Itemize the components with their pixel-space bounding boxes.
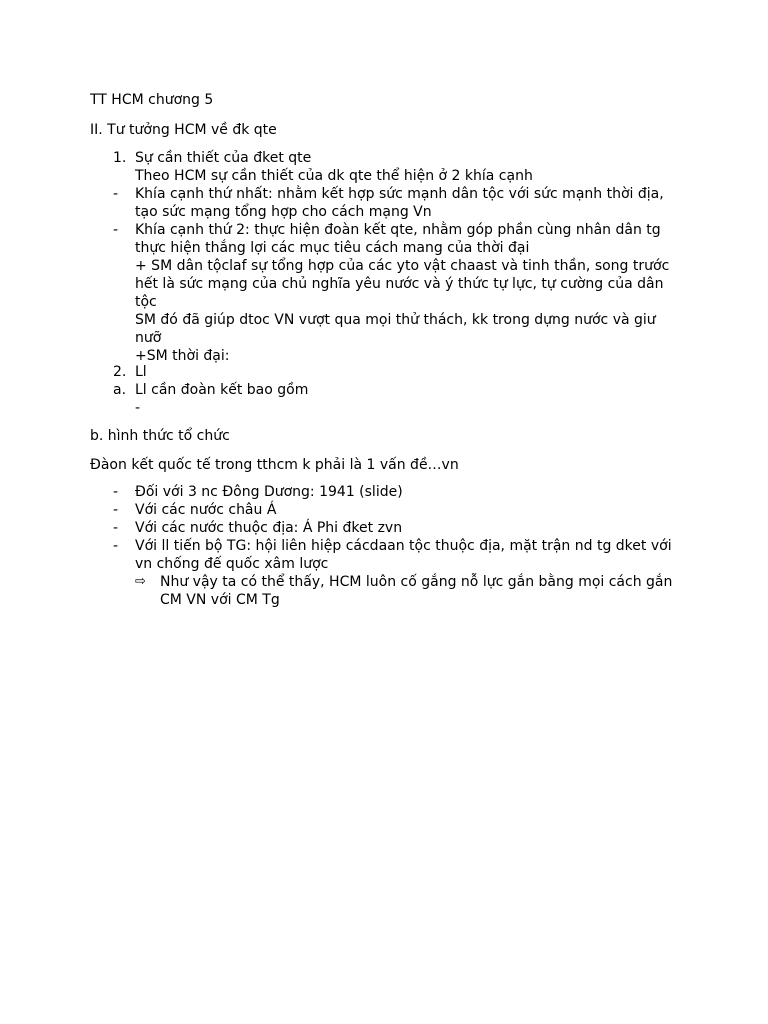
- text-line: Sự cần thiết của đket qte: [135, 150, 312, 166]
- text-line: tộc: [135, 294, 157, 310]
- list-number: 1.: [113, 150, 127, 166]
- text-line: Ll: [135, 364, 147, 380]
- text-line: Theo HCM sự cần thiết của dk qte thể hiện ở 2 khía cạnh: [135, 168, 533, 184]
- text-line: Như vậy ta có thể thấy, HCM luôn cố gắng nỗ lực gắn bằng mọi cách gắn: [160, 574, 673, 590]
- bullet-item: [90, 501, 710, 519]
- text-line: Với các nước châu Á: [135, 502, 277, 518]
- bullet-item: [90, 185, 710, 221]
- bullet-item: [90, 221, 710, 365]
- text-line: +SM thời đại:: [135, 348, 230, 364]
- bullet-item: [90, 537, 710, 573]
- text-line: Khía cạnh thứ nhất: nhằm kết hợp sức mạnh dân tộc với sức mạnh thời địa,: [135, 186, 664, 202]
- bullet-item: [90, 483, 710, 501]
- text-line: hết là sức mạng của chủ nghĩa yêu nước và ý thức tự lực, tự cường của dân: [135, 276, 664, 292]
- text-line: tạo sức mạng tổng hợp cho cách mạng Vn: [135, 204, 432, 220]
- text-line: Với ll tiến bộ TG: hội liên hiệp cácdaan tộc thuộc địa, mặt trận nd tg dket với: [135, 538, 672, 554]
- text-line: -: [135, 400, 141, 416]
- text-line: Khía cạnh thứ 2: thực hiện đoàn kết qte, nhằm góp phần cùng nhân dân tg: [135, 222, 661, 238]
- text-line: nưỡ: [135, 330, 162, 346]
- bullet-dash: -: [113, 484, 119, 500]
- numbered-item-1: [90, 149, 710, 185]
- text-line: thực hiện thắng lợi các mục tiêu cách mang của thời đại: [135, 240, 530, 256]
- heading-section-ii: II. Tư tưởng HCM về đk qte: [90, 122, 277, 138]
- text-line: CM VN với CM Tg: [160, 592, 280, 608]
- text-line: Ll cần đoàn kết bao gồm: [135, 382, 309, 398]
- document-title: TT HCM chương 5: [90, 92, 214, 108]
- bullet-dash: -: [113, 186, 119, 202]
- list-letter: a.: [113, 382, 127, 398]
- list-number: 2.: [113, 364, 127, 380]
- text-line: Với các nước thuộc địa: Á Phi đket zvn: [135, 520, 403, 536]
- bullet-dash: -: [113, 502, 119, 518]
- bullet-dash: -: [113, 520, 119, 536]
- text-line: Đối với 3 nc Đông Dương: 1941 (slide): [135, 484, 403, 500]
- intro-paragraph: Đàon kết quốc tế trong tthcm k phải là 1 vấn đề…vn: [90, 457, 459, 473]
- heading-b: b. hình thức tổ chức: [90, 428, 230, 444]
- text-line: + SM dân tộclaf sự tổng hợp của các yto vật chaast và tinh thần, song trước: [135, 258, 670, 274]
- bullet-dash: -: [113, 222, 119, 238]
- lettered-item-a: [90, 381, 710, 417]
- conclusion-item: [135, 573, 715, 609]
- text-line: SM đó đã giúp dtoc VN vượt qua mọi thử thách, kk trong dựng nước và giư: [135, 312, 656, 328]
- text-line: vn chống đế quốc xâm lược: [135, 556, 329, 572]
- bullet-item: [90, 519, 710, 537]
- numbered-item-2: [90, 363, 710, 381]
- arrow-right-icon: ⇨: [135, 574, 146, 589]
- bullet-dash: -: [113, 538, 119, 554]
